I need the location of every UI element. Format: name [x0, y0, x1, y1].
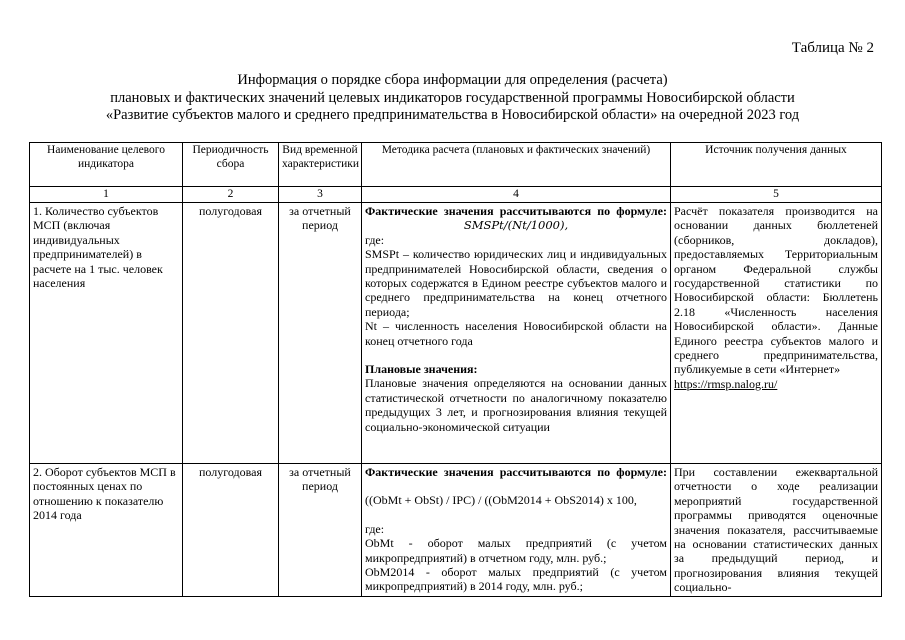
- header-row: [30, 143, 882, 187]
- col-number: 5: [671, 187, 882, 203]
- definition-1: ObMt - оборот малых предприятий (с учетом микропредприятий) в отчетном году, млн. руб.;: [365, 536, 667, 565]
- document-title: [0, 72, 905, 125]
- source-cell: [671, 203, 882, 464]
- indicator-cell: 1. Количество субъектов МСП (включая индивидуальных предпринимателей) в расчете на 1 тыс. человек населения: [30, 203, 183, 464]
- source-link[interactable]: https://rmsp.nalog.ru/: [674, 376, 778, 391]
- title-line-1: Информация о порядке сбора информации для определения (расчета): [237, 72, 668, 88]
- formula: SMSPt/(Nt/1000),: [463, 218, 569, 233]
- period-cell: полугодовая: [183, 464, 279, 597]
- source-text: При составлении ежеквартальной отчетности о ходе реализации мероприятий государственной программы приводятся оценочные значения показателя, рассчитываемые на основании статистических данных за предыдущий период, и прогнозирования влияния текущей социально-: [674, 465, 878, 595]
- method-cell: [362, 203, 671, 464]
- table-number: Таблица № 2: [791, 40, 874, 56]
- col-header-source: Источник получения данных: [671, 143, 882, 187]
- source-text: Расчёт показателя производится на основании данных бюллетеней (сборников, докладов), предоставляемых Территориальным органом Федеральной службы государственной статистики по Новосибирской области: Бюллетень 2.18 «Численность населения Новосибирской области». Данные Единого реестра субъектов малого и среднего предпринимательства, публикуемые в сети «Интернет»: [674, 204, 878, 377]
- title-line-3: «Развитие субъектов малого и среднего предпринимательства в Новосибирской области» на очередной 2023 год: [105, 107, 800, 123]
- table-row: [30, 203, 882, 464]
- source-cell: [671, 464, 882, 597]
- col-number: 2: [183, 187, 279, 203]
- table-row: [30, 464, 882, 597]
- col-header-period: Периодичность сбора: [183, 143, 279, 187]
- plan-heading: Плановые значения:: [365, 362, 478, 377]
- plan-text: Плановые значения определяются на основании данных статистической отчетности по аналогичному показателю предыдущих 3 лет, и прогнозирования влияния текущей социально-экономической ситуации: [365, 376, 667, 434]
- fact-heading: Фактические значения рассчитываются по формуле:: [365, 465, 667, 479]
- col-header-method: Методика расчета (плановых и фактических значений): [362, 143, 671, 187]
- col-number: 4: [362, 187, 671, 203]
- period-cell: полугодовая: [183, 203, 279, 464]
- col-header-time-type: Вид временной характеристики: [279, 143, 362, 187]
- formula: ((ObMt + ObSt) / IPC) / ((ObM2014 + ObS2014) х 100,: [365, 493, 637, 508]
- column-number-row: [30, 187, 882, 203]
- indicators-table: [29, 142, 882, 597]
- indicator-cell: 2. Оборот субъектов МСП в постоянных ценах по отношению к показателю 2014 года: [30, 464, 183, 597]
- fact-heading: Фактические значения рассчитываются по формуле:: [365, 204, 667, 218]
- col-header-indicator: Наименование целевого индикатора: [30, 143, 183, 187]
- definition-2: ObM2014 - оборот малых предприятий (с учетом микропредприятий) в 2014 году, млн. руб.;: [365, 565, 667, 594]
- where-label: где:: [365, 232, 385, 247]
- method-cell: [362, 464, 671, 597]
- title-line-2: плановых и фактических значений целевых индикаторов государственной программы Новосибирской области: [110, 89, 795, 106]
- where-label: где:: [365, 521, 385, 536]
- definition-2: Nt – численность населения Новосибирской области на конец отчетного года: [365, 319, 667, 348]
- col-number: 1: [30, 187, 183, 203]
- time-type-cell: за отчетный период: [279, 203, 362, 464]
- col-number: 3: [279, 187, 362, 203]
- time-type-cell: за отчетный период: [279, 464, 362, 597]
- definition-1: SMSPt – количество юридических лиц и индивидуальных предпринимателей Новосибирской области, сведения о которых содержатся в Едином реестре субъектов малого и среднего предпринимательства на конец отчетного периода;: [365, 247, 667, 319]
